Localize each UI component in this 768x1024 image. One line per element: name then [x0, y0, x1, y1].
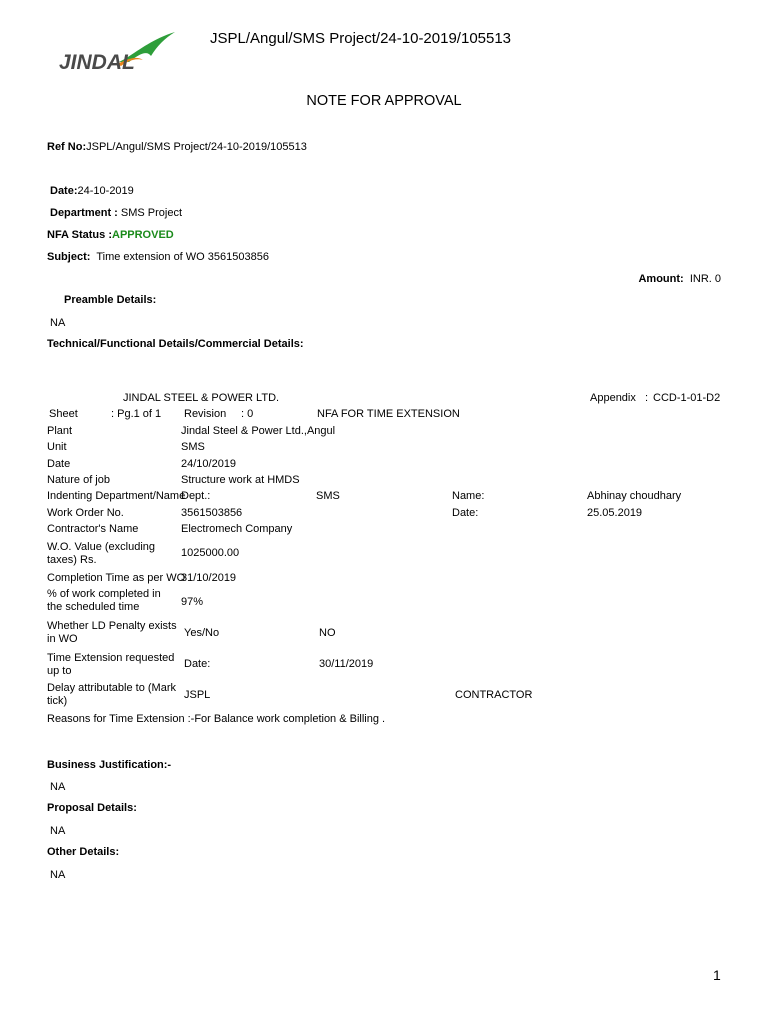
technical-details-label: Technical/Functional Details/Commercial Details: [47, 338, 304, 350]
time-extension-label: Time Extension requested up to [47, 652, 175, 677]
contractor-name-label: Contractor's Name [47, 523, 139, 535]
contractor-name-value: Electromech Company [181, 523, 293, 535]
date-row [50, 185, 134, 197]
page-title: NOTE FOR APPROVAL [306, 93, 462, 109]
subject-label: Subject: [47, 251, 91, 263]
preamble-label: Preamble Details: [64, 294, 157, 306]
nfa-status-label: NFA Status : [47, 229, 112, 241]
appendix-separator: : [645, 392, 649, 404]
page-number: 1 [713, 967, 721, 983]
work-order-value: 3561503856 [181, 507, 243, 519]
work-completed-label: % of work completed in the scheduled time [47, 588, 161, 613]
work-order-date-value: 25.05.2019 [587, 507, 643, 519]
indent-dept-label: Dept.: [181, 490, 211, 502]
unit-value: SMS [181, 441, 205, 453]
delay-attributable-label: Delay attributable to (Mark tick) [47, 682, 176, 707]
work-order-date-label: Date: [452, 507, 479, 519]
ref-no-value: JSPL/Angul/SMS Project/24-10-2019/105513 [86, 141, 307, 153]
appendix-value: CCD-1-01-D2 [653, 392, 721, 404]
nfa-status-row [47, 229, 174, 241]
jindal-logo [57, 28, 179, 72]
time-extension-date-label: Date: [184, 658, 211, 670]
logo-wordmark: JINDAL [59, 51, 135, 72]
reasons-for-extension: Reasons for Time Extension :-For Balance work completion & Billing . [47, 713, 386, 725]
plant-label: Plant [47, 425, 73, 437]
indenting-dept-label: Indenting Department/Name [47, 490, 186, 502]
time-extension-date-value: 30/11/2019 [319, 658, 374, 670]
revision-label: Revision [184, 408, 227, 420]
form-date-label: Date [47, 458, 71, 470]
department-row [50, 207, 182, 219]
other-details-label: Other Details: [47, 846, 120, 858]
business-justification-label: Business Justification:- [47, 759, 172, 771]
subject-row [47, 251, 269, 263]
ld-penalty-label: Whether LD Penalty exists in WO [47, 620, 177, 645]
indent-name-label: Name: [452, 490, 485, 502]
completion-time-label: Completion Time as per WO [47, 572, 186, 584]
other-details-value: NA [50, 869, 66, 881]
plant-value: Jindal Steel & Power Ltd.,Angul [181, 425, 336, 437]
ld-penalty-options: Yes/No [184, 627, 220, 639]
preamble-value: NA [50, 317, 66, 329]
amount-label: Amount: [638, 273, 684, 285]
wo-value-label: W.O. Value (excluding taxes) Rs. [47, 541, 156, 566]
work-order-label: Work Order No. [47, 507, 124, 519]
nature-of-job-label: Nature of job [47, 474, 110, 486]
status-badge: APPROVED [112, 229, 174, 241]
unit-label: Unit [47, 441, 67, 453]
indent-dept-value: SMS [316, 490, 340, 502]
ld-penalty-value: NO [319, 627, 336, 639]
department-value: SMS Project [120, 207, 183, 219]
document-reference-header: JSPL/Angul/SMS Project/24-10-2019/105513 [210, 30, 512, 47]
proposal-details-value: NA [50, 825, 66, 837]
ref-no-label: Ref No: [47, 141, 87, 153]
delay-option-jspl: JSPL [184, 689, 211, 701]
delay-option-contractor: CONTRACTOR [455, 689, 533, 701]
amount-value: INR. 0 [689, 273, 721, 285]
business-justification-value: NA [50, 781, 66, 793]
nature-of-job-value: Structure work at HMDS [181, 474, 300, 486]
form-title: NFA FOR TIME EXTENSION [317, 408, 460, 420]
form-date-value: 24/10/2019 [181, 458, 237, 470]
work-completed-value: 97% [181, 596, 204, 608]
subject-value: Time extension of WO 3561503856 [96, 251, 269, 263]
company-name: JINDAL STEEL & POWER LTD. [123, 392, 280, 404]
ref-no-row [47, 141, 307, 153]
department-label: Department : [50, 207, 118, 219]
completion-time-value: 31/10/2019 [181, 572, 237, 584]
sheet-label: Sheet [49, 408, 78, 420]
appendix-label: Appendix [590, 392, 636, 404]
proposal-details-label: Proposal Details: [47, 802, 137, 814]
wo-value-amount: 1025000.00 [181, 547, 240, 559]
revision-value: : 0 [241, 408, 254, 420]
date-label: Date: [50, 185, 78, 197]
date-value: 24-10-2019 [77, 185, 134, 197]
sheet-value: : Pg.1 of 1 [111, 408, 162, 420]
indent-name-value: Abhinay choudhary [587, 490, 682, 502]
amount-row [638, 273, 721, 285]
